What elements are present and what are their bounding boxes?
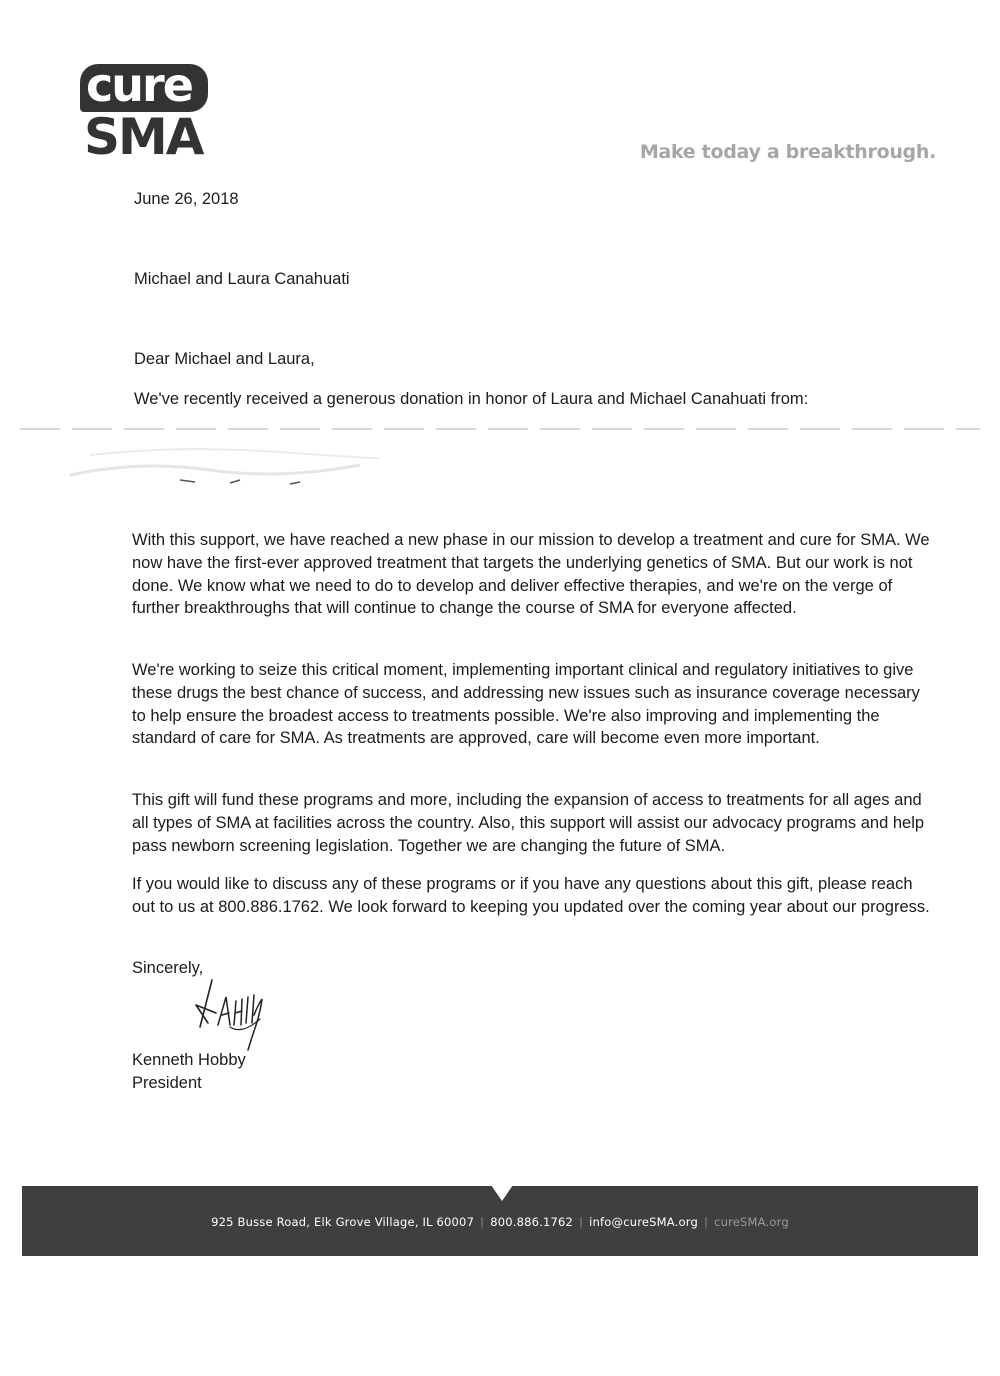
footer-notch <box>491 1185 513 1201</box>
tagline: Make today a breakthrough. <box>639 141 936 163</box>
redacted-donor-area <box>60 430 390 495</box>
footer-address: 925 Busse Road, Elk Grove Village, IL 60007 <box>211 1215 475 1229</box>
footer-website[interactable]: cureSMA.org <box>714 1215 789 1229</box>
signer-name: Kenneth Hobby <box>132 1051 246 1069</box>
letter-date: June 26, 2018 <box>134 190 239 208</box>
body-paragraph-1: With this support, we have reached a new phase in our mission to develop a treatment and cure for SMA. We now have the first-ever approved treatment that targets the underlying genetics of SMA. But our work is not done. We know what we need to do to develop and deliver effective therapies, and we're on the verge of further breakthroughs that will continue to change the course of SMA for everyone affected. <box>132 531 930 618</box>
footer-contact <box>22 1215 978 1229</box>
footer-email[interactable]: info@cureSMA.org <box>589 1215 698 1229</box>
body-paragraph-4: If you would like to discuss any of these programs or if you have any questions about this gift, please reach out to us at 800.886.1762. We look forward to keeping you updated over the coming year about our progress. <box>132 875 930 916</box>
footer-separator: | <box>480 1215 485 1229</box>
logo-cure-text: cure <box>86 58 192 112</box>
curesma-logo <box>80 58 212 166</box>
recipient-name: Michael and Laura Canahuati <box>134 270 350 288</box>
handwritten-signature <box>182 975 272 1055</box>
salutation: Dear Michael and Laura, <box>134 350 315 368</box>
body-paragraph-3: This gift will fund these programs and more, including the expansion of access to treatments for all ages and all types of SMA at facilities across the country. Also, this support will assist our advocacy programs and help pass newborn screening legislation. Together we are changing the future of SMA. <box>132 791 925 855</box>
logo-sma-text: SMA <box>84 108 203 166</box>
footer-separator: | <box>579 1215 584 1229</box>
logo-cure-badge <box>80 58 208 112</box>
closing: Sincerely, <box>132 959 204 977</box>
footer-phone: 800.886.1762 <box>490 1215 574 1229</box>
footer-separator: | <box>704 1215 709 1229</box>
body-paragraph-2: We're working to seize this critical moment, implementing important clinical and regulatory initiatives to give these drugs the best chance of success, and addressing new issues such as insurance coverage necessary to help ensure the broadest access to treatments possible. We're also improving and implementing the standard of care for SMA. As treatments are approved, care will become even more important. <box>132 661 920 748</box>
intro-line: We've recently received a generous donation in honor of Laura and Michael Canahuati from: <box>134 390 809 408</box>
signer-title: President <box>132 1074 202 1092</box>
